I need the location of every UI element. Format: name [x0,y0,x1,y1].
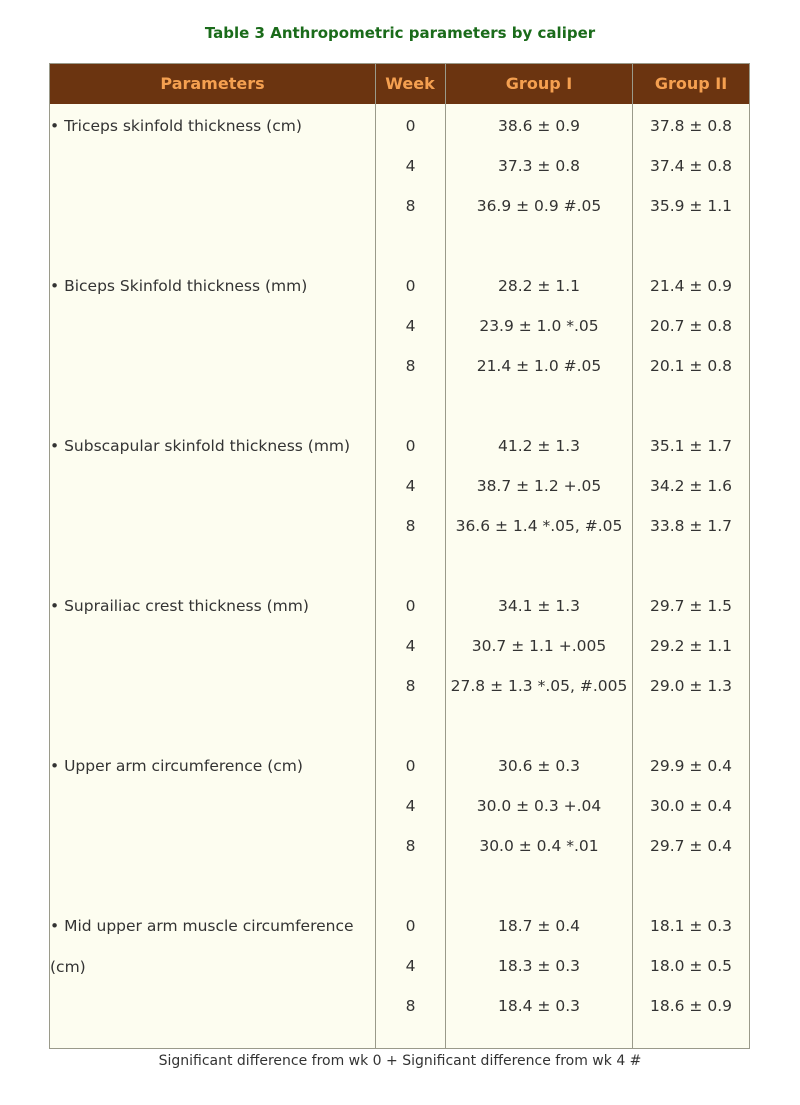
group-1-cell: 27.8 ± 1.3 *.05, #.005 [450,677,628,695]
group-1-cell: 18.7 ± 0.4 [497,917,580,935]
group-1-cell: 18.3 ± 0.3 [497,957,580,975]
group-2-cell: 18.6 ± 0.9 [649,997,732,1015]
week-cell: 8 [405,997,416,1015]
group-1-cell: 28.2 ± 1.1 [497,277,580,295]
column-header-parameters: Parameters [160,74,265,93]
group-2-cell: 29.0 ± 1.3 [649,677,732,695]
group-1-cell: 30.7 ± 1.1 +.005 [471,637,607,655]
group-1-cell: 36.6 ± 1.4 *.05, #.05 [455,517,623,535]
week-cell: 0 [405,437,416,455]
week-cell: 8 [405,357,416,375]
group-2-cell: 20.7 ± 0.8 [649,317,732,335]
table-header [50,64,749,104]
group-1-cell: 30.6 ± 0.3 [497,757,580,775]
group-1-cell: 38.6 ± 0.9 [497,117,580,135]
group-2-cell: 18.0 ± 0.5 [649,957,732,975]
week-cell: 0 [405,757,416,775]
group-2-cell: 29.2 ± 1.1 [649,637,732,655]
group-1-cell: 30.0 ± 0.4 *.01 [479,837,599,855]
group-1-cell: 21.4 ± 1.0 #.05 [476,357,602,375]
parameter-label: • Subscapular skinfold thickness (mm) [50,437,351,455]
group-2-cell: 20.1 ± 0.8 [649,357,732,375]
week-cell: 4 [405,477,416,495]
group-1-cell: 18.4 ± 0.3 [497,997,580,1015]
column-header-week: Week [385,74,435,93]
parameter-label: • Upper arm circumference (cm) [50,757,303,775]
table-footnote: Significant difference from wk 0 + Significant difference from wk 4 # [158,1053,642,1069]
group-2-cell: 30.0 ± 0.4 [649,797,732,815]
week-cell: 0 [405,117,416,135]
week-cell: 4 [405,797,416,815]
group-1-cell: 38.7 ± 1.2 +.05 [476,477,602,495]
group-2-cell: 29.7 ± 1.5 [649,597,732,615]
parameter-label: • Mid upper arm muscle circumference (cm) [50,917,354,976]
week-cell: 0 [405,597,416,615]
group-1-cell: 36.9 ± 0.9 #.05 [476,197,602,215]
group-1-cell: 37.3 ± 0.8 [497,157,580,175]
week-cell: 4 [405,957,416,975]
week-cell: 0 [405,917,416,935]
group-1-cell: 41.2 ± 1.3 [497,437,580,455]
group-2-cell: 37.8 ± 0.8 [649,117,732,135]
table-title: Table 3 Anthropometric parameters by caliper [204,24,596,42]
column-header-group-1: Group I [505,74,573,93]
parameter-label: • Suprailiac crest thickness (mm) [50,597,309,615]
week-cell: 4 [405,637,416,655]
group-2-cell: 37.4 ± 0.8 [649,157,732,175]
week-cell: 8 [405,837,416,855]
group-2-cell: 29.9 ± 0.4 [649,757,732,775]
group-2-cell: 21.4 ± 0.9 [649,277,732,295]
parameter-label: • Triceps skinfold thickness (cm) [50,117,302,135]
week-cell: 8 [405,677,416,695]
week-cell: 8 [405,517,416,535]
group-2-cell: 35.1 ± 1.7 [649,437,732,455]
week-cell: 8 [405,197,416,215]
parameter-label: • Biceps Skinfold thickness (mm) [50,277,308,295]
group-2-cell: 18.1 ± 0.3 [649,917,732,935]
group-2-cell: 33.8 ± 1.7 [649,517,732,535]
group-1-cell: 23.9 ± 1.0 *.05 [479,317,599,335]
group-2-cell: 29.7 ± 0.4 [649,837,732,855]
group-1-cell: 30.0 ± 0.3 +.04 [476,797,602,815]
week-cell: 0 [405,277,416,295]
group-2-cell: 35.9 ± 1.1 [649,197,732,215]
week-cell: 4 [405,317,416,335]
group-2-cell: 34.2 ± 1.6 [649,477,732,495]
data-table [49,63,750,1049]
group-1-cell: 34.1 ± 1.3 [497,597,580,615]
column-header-group-2: Group II [654,74,728,93]
week-cell: 4 [405,157,416,175]
